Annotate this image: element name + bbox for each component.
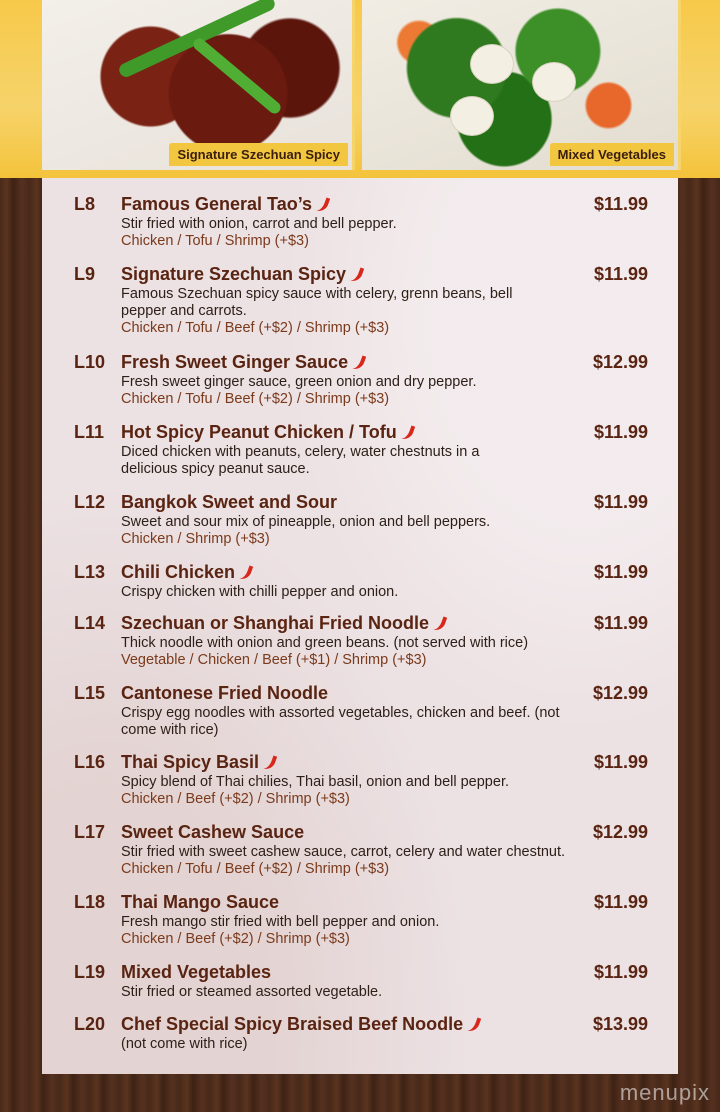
- photo-mixed-vegetables: [362, 0, 681, 170]
- item-code: L18: [74, 892, 106, 912]
- green-bean-shape: [191, 36, 283, 116]
- item-name: Signature Szechuan Spicy: [121, 264, 362, 285]
- item-code: L10: [74, 352, 106, 372]
- item-code: L11: [74, 422, 105, 442]
- chili-pepper-icon: [349, 352, 367, 371]
- item-options: Chicken / Beef (+$2) / Shrimp (+$3): [121, 791, 350, 807]
- item-description: Fresh sweet ginger sauce, green onion and dry pepper.: [121, 374, 477, 390]
- item-name: Thai Mango Sauce: [121, 892, 280, 912]
- item-description: Crispy egg noodles with assorted vegetables, chicken and beef. (not come with rice): [121, 705, 560, 738]
- item-code: L19: [74, 962, 106, 982]
- mushroom-shape: [532, 62, 576, 102]
- item-options: Chicken / Shrimp (+$3): [121, 531, 270, 547]
- item-name: Fresh Sweet Ginger Sauce: [121, 352, 364, 373]
- item-options: Chicken / Tofu / Beef (+$2) / Shrimp (+$3): [121, 861, 390, 877]
- item-name: Famous General Tao’s: [121, 194, 328, 215]
- item-options: Vegetable / Chicken / Beef (+$1) / Shrimp (+$3): [121, 652, 427, 668]
- photo-caption-left: Signature Szechuan Spicy: [169, 143, 348, 166]
- item-description: Crispy chicken with chilli pepper and onion.: [121, 584, 399, 600]
- item-price: $11.99: [593, 892, 648, 912]
- item-code: L14: [74, 613, 106, 633]
- item-code: L8: [74, 194, 96, 214]
- item-price: $12.99: [592, 822, 648, 842]
- item-price: $11.99: [593, 613, 648, 633]
- item-options: Chicken / Tofu / Beef (+$2) / Shrimp (+$3): [121, 391, 390, 407]
- item-description: Stir fried with sweet cashew sauce, carrot, celery and water chestnut.: [121, 844, 566, 860]
- item-name: Sweet Cashew Sauce: [121, 822, 305, 842]
- item-options: Chicken / Beef (+$2) / Shrimp (+$3): [121, 931, 350, 947]
- item-code: L16: [74, 752, 106, 772]
- mushroom-shape: [450, 96, 494, 136]
- item-price: $11.99: [593, 562, 648, 582]
- item-price: $12.99: [592, 683, 648, 703]
- item-description: (not come with rice): [121, 1036, 248, 1052]
- chili-pepper-icon: [347, 264, 365, 283]
- item-code: L15: [74, 683, 106, 703]
- item-name: Thai Spicy Basil: [121, 752, 275, 773]
- item-price: $11.99: [593, 194, 648, 214]
- item-price: $11.99: [593, 962, 648, 982]
- item-price: $11.99: [593, 752, 648, 772]
- item-code: L9: [74, 264, 96, 284]
- mushroom-shape: [470, 44, 514, 84]
- watermark: menupix: [619, 1080, 710, 1105]
- chili-pepper-icon: [236, 562, 254, 581]
- item-code: L17: [74, 822, 106, 842]
- item-name: Hot Spicy Peanut Chicken / Tofu: [121, 422, 413, 443]
- item-options: Chicken / Tofu / Beef (+$2) / Shrimp (+$3): [121, 320, 390, 336]
- photo-szechuan-spicy: [42, 0, 355, 170]
- menu-panel: [42, 178, 678, 1074]
- item-description: Stir fried or steamed assorted vegetable.: [121, 984, 383, 1000]
- item-price: $11.99: [593, 422, 648, 442]
- chili-pepper-icon: [464, 1014, 482, 1033]
- item-description: Fresh mango stir fried with bell pepper and onion.: [121, 914, 440, 930]
- item-code: L13: [74, 562, 106, 582]
- chili-pepper-icon: [430, 613, 448, 632]
- item-name: Cantonese Fried Noodle: [121, 683, 329, 703]
- item-name: Mixed Vegetables: [121, 962, 272, 982]
- item-price: $13.99: [592, 1014, 648, 1034]
- item-description: Stir fried with onion, carrot and bell pepper.: [121, 216, 397, 232]
- item-description: Sweet and sour mix of pineapple, onion and bell peppers.: [121, 514, 491, 530]
- item-options: Chicken / Tofu / Shrimp (+$3): [121, 233, 309, 249]
- item-price: $11.99: [593, 492, 648, 512]
- item-name: Chili Chicken: [121, 562, 251, 583]
- item-description: Spicy blend of Thai chilies, Thai basil, onion and bell pepper.: [121, 774, 509, 790]
- item-price: $11.99: [593, 264, 648, 284]
- item-name: Chef Special Spicy Braised Beef Noodle: [121, 1014, 479, 1035]
- item-price: $12.99: [592, 352, 648, 372]
- item-name: Szechuan or Shanghai Fried Noodle: [121, 613, 445, 634]
- chili-pepper-icon: [260, 752, 278, 771]
- item-code: L12: [74, 492, 106, 512]
- item-description: Diced chicken with peanuts, celery, water chestnuts in a delicious spicy peanut sauce.: [121, 444, 480, 477]
- header-band: [0, 0, 720, 178]
- photo-caption-right: Mixed Vegetables: [550, 143, 674, 166]
- item-code: L20: [74, 1014, 106, 1034]
- chili-pepper-icon: [313, 194, 331, 213]
- item-description: Famous Szechuan spicy sauce with celery, grenn beans, bell pepper and carrots.: [121, 286, 513, 319]
- item-description: Thick noodle with onion and green beans. (not served with rice): [121, 635, 529, 651]
- chili-pepper-icon: [397, 422, 415, 441]
- item-name: Bangkok Sweet and Sour: [121, 492, 338, 512]
